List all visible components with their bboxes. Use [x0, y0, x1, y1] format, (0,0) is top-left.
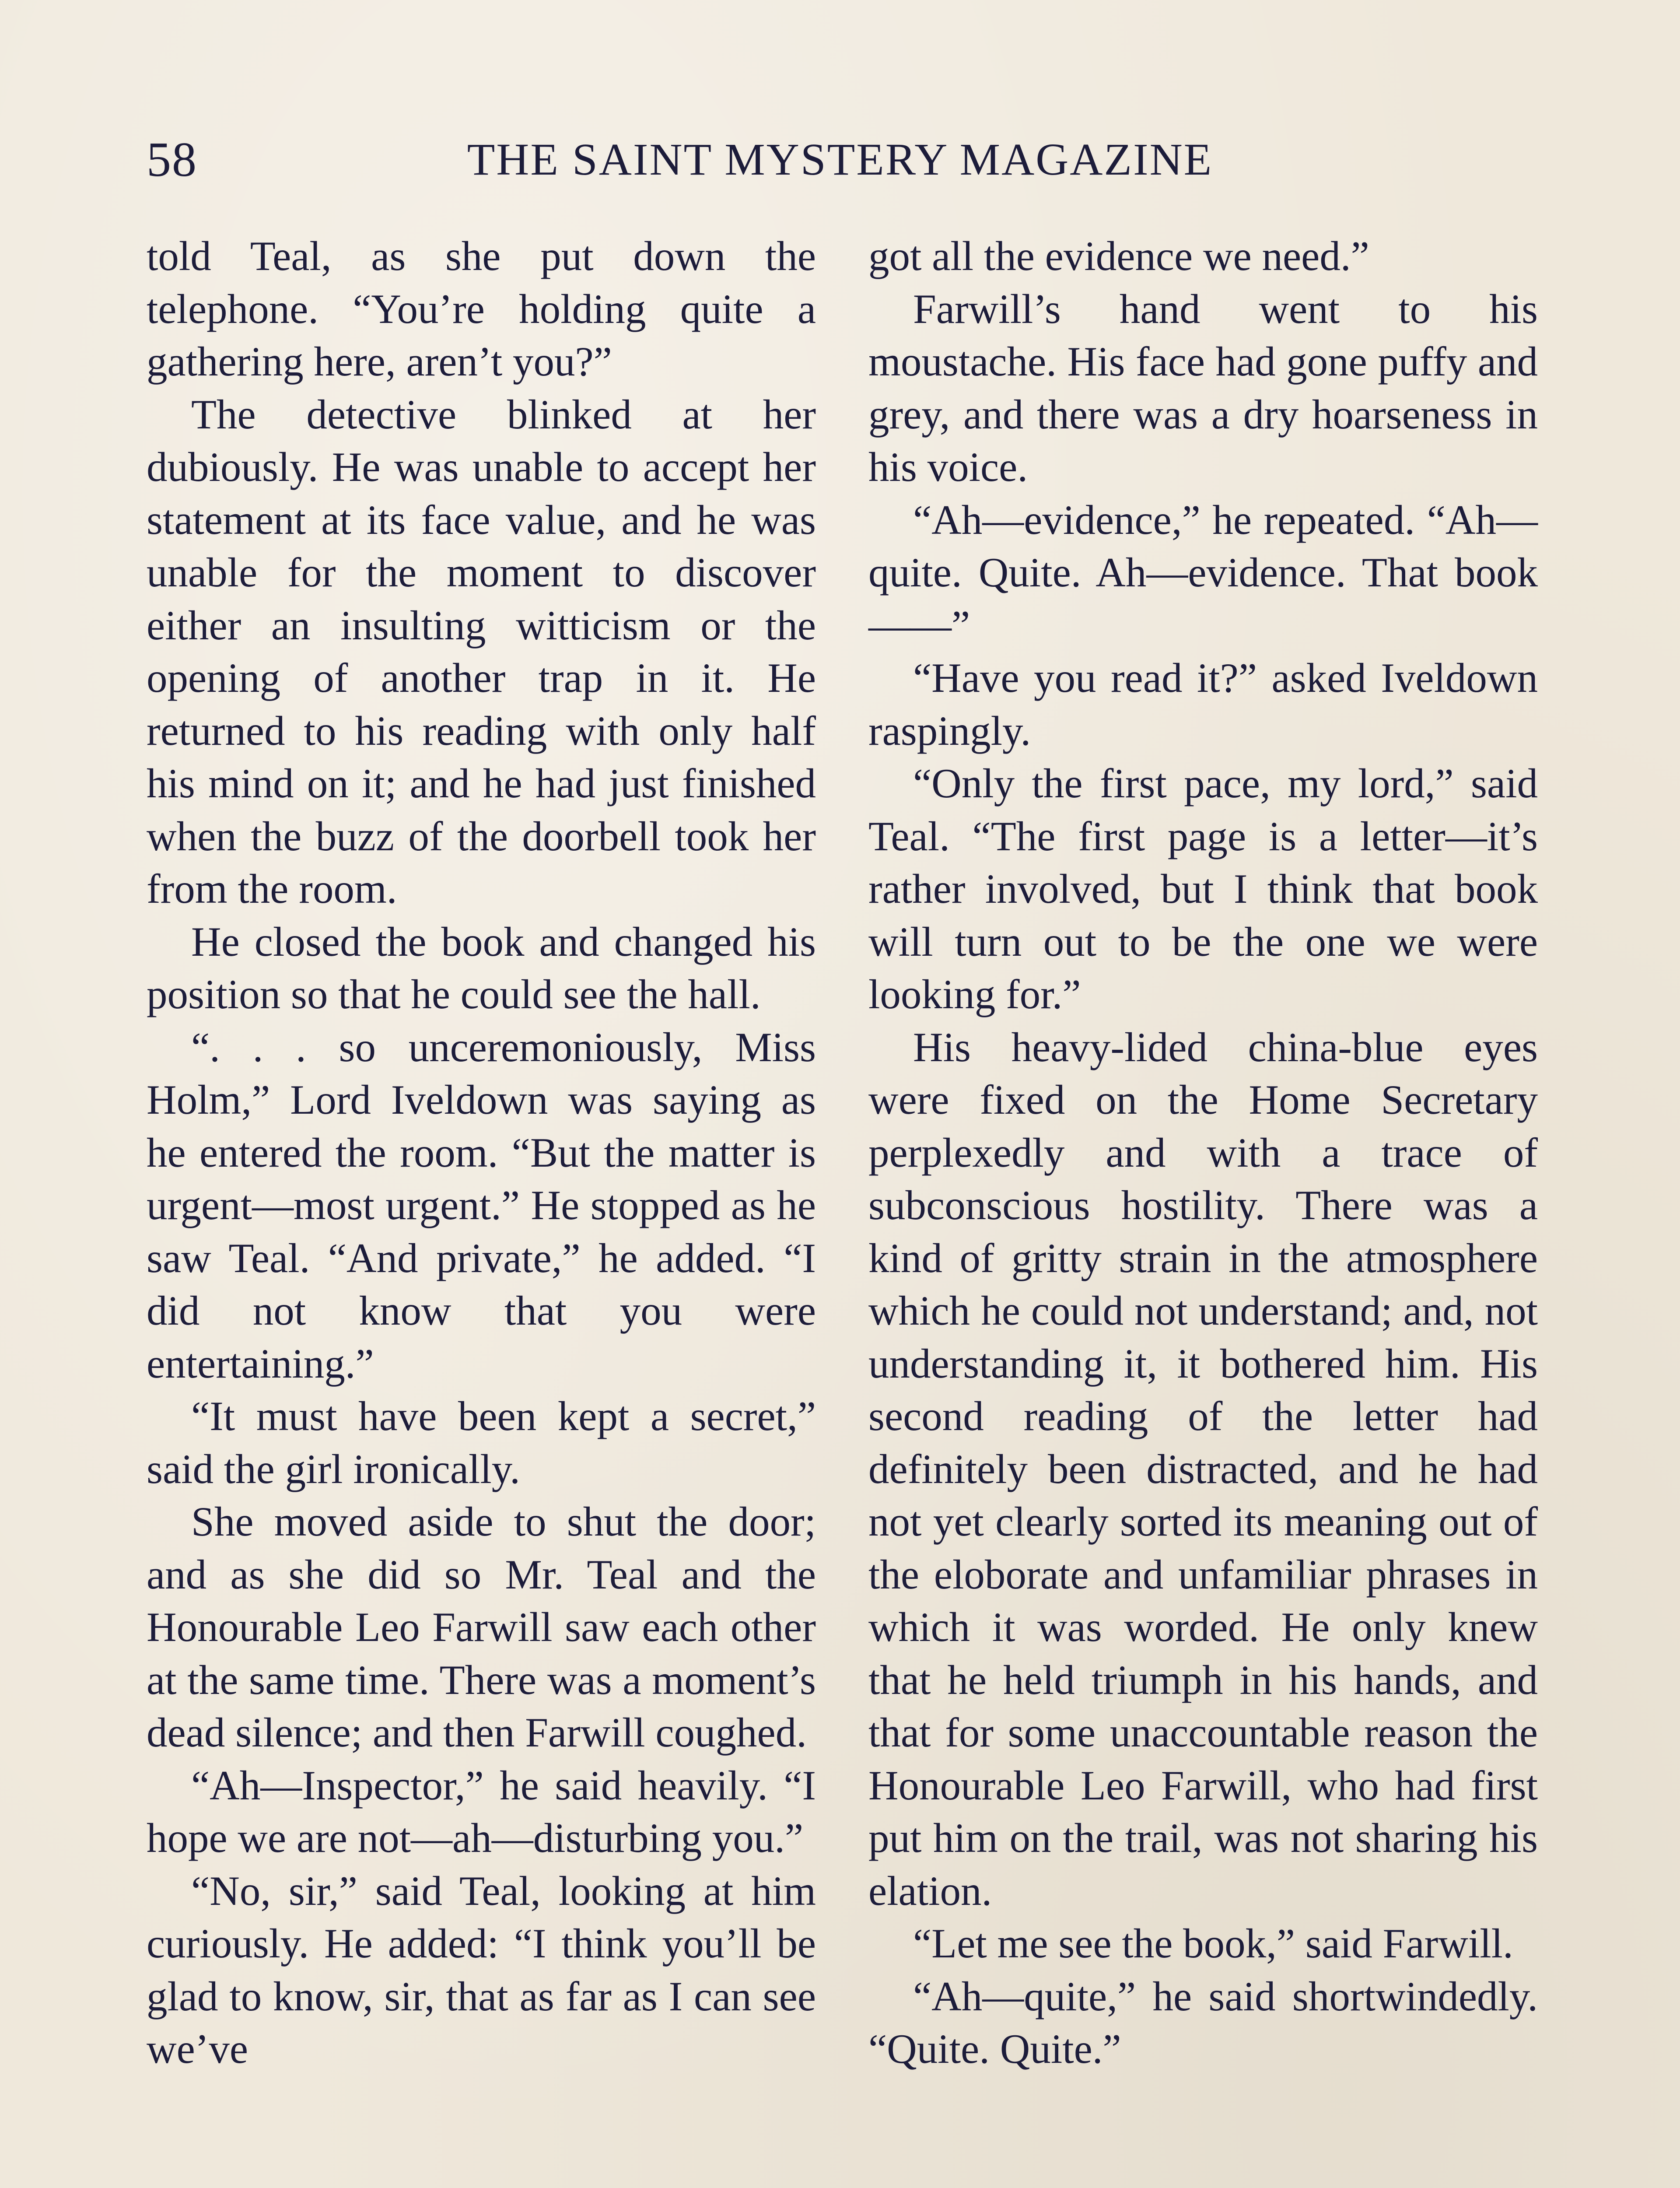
paragraph: told Teal, as she put down the telephone. “You’re holding quite a gathering here, aren’t you?”	[147, 233, 816, 385]
paragraph: She moved aside to shut the door; and as she did so Mr. Teal and the Honourable Leo Farwill saw each other at the same time. There was a moment’s dead silence; and then Farwill coughed.	[147, 1498, 816, 1756]
paragraph: “Let me see the book,” said Farwill.	[913, 1920, 1513, 1967]
paragraph: Farwill’s hand went to his moustache. His face had gone puffy and grey, and there was a dry hoarseness in his voice.	[868, 285, 1538, 490]
paragraph: “No, sir,” said Teal, looking at him curiously. He added: “I think you’ll be glad to know, sir, that as far as I can see we’ve	[147, 1867, 816, 2072]
paragraph: got all the evidence we need.”	[868, 233, 1369, 279]
left-column	[147, 230, 816, 2076]
paragraph: “Ah—Inspector,” he said heavily. “I hope we are not—ah—disturbing you.”	[147, 1762, 816, 1861]
page-number: 58	[147, 133, 197, 187]
paragraph: “Have you read it?” asked Iveldown raspingly.	[868, 655, 1538, 754]
paragraph: “It must have been kept a secret,” said the girl ironically.	[147, 1393, 816, 1492]
paragraph: “. . . so unceremoniously, Miss Holm,” Lord Iveldown was saying as he entered the room. “But the matter is urgent—most urgent.” He stopped as he saw Teal. “And private,” he added. “I did not know that you were entertaining.”	[147, 1024, 816, 1387]
running-head: THE SAINT MYSTERY MAGAZINE	[467, 134, 1213, 185]
paragraph: “Only the first pace, my lord,” said Teal. “The first page is a letter—it’s rather involved, but I think that book will turn out to be the one we were looking for.”	[868, 760, 1538, 1017]
right-column	[868, 230, 1538, 2076]
paragraph: He closed the book and changed his position so that he could see the hall.	[147, 918, 816, 1017]
paragraph: “Ah—quite,” he said shortwindedly. “Quite. Quite.”	[868, 1973, 1538, 2072]
paragraph: The detective blinked at her dubiously. He was unable to accept her statement at its face value, and he was unable for the moment to discover either an insulting witticism or the opening of another trap in it. He returned to his reading with only half his mind on it; and he had just finished when the buzz of the doorbell took her from the room.	[147, 391, 816, 912]
paragraph: His heavy-lided china-blue eyes were fixed on the Home Secretary perplexedly and with a trace of subconscious hostility. There was a kind of gritty strain in the atmosphere which he could not understand; and, not understanding it, it bothered him. His second reading of the letter had definitely been distracted, and he had not yet clearly sorted its meaning out of the eloborate and unfamiliar phrases in which it was worded. He only knew that he held triumph in his hands, and that for some unaccountable reason the Honourable Leo Farwill, who had first put him on the trail, was not sharing his elation.	[868, 1024, 1538, 1914]
page-header	[147, 131, 1533, 188]
paragraph: “Ah—evidence,” he repeated. “Ah—quite. Quite. Ah—evidence. That book——”	[868, 496, 1538, 649]
